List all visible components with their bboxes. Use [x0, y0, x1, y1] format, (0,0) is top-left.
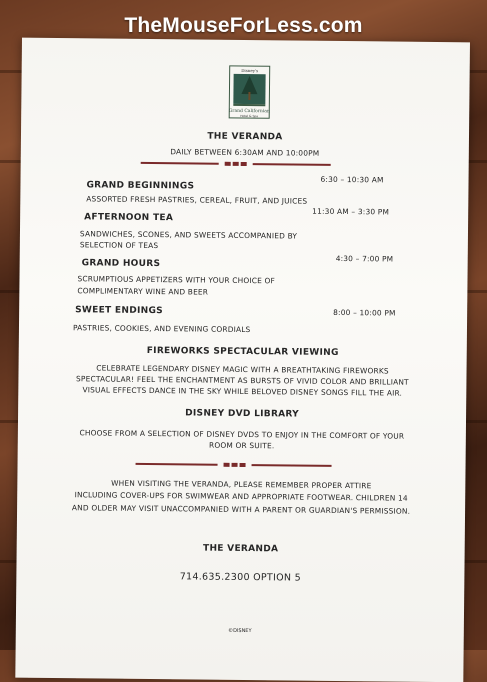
section-desc: SELECTION OF TEAS [79, 240, 159, 251]
venue-title: THE VERANDA [207, 131, 283, 143]
dvd-title: DISNEY DVD LIBRARY [185, 408, 300, 420]
fireworks-line: VISUAL EFFECTS DANCE IN THE SKY WHILE BELOVED DISNEY SONGS FILL THE AIR. [82, 385, 403, 398]
watermark: TheMouseForLess.com [124, 14, 363, 37]
fireworks-line: SPECTACULAR! FEEL THE ENCHANTMENT AS BURSTS OF VIVID COLOR AND BRILLIANT [76, 374, 409, 387]
svg-text:Grand Californian: Grand Californian [228, 108, 270, 115]
section-title: GRAND HOURS [81, 258, 161, 270]
notice-line: INCLUDING COVER-UPS FOR SWIMWEAR AND APPROPRIATE FOOTWEAR. CHILDREN 14 [74, 490, 408, 503]
section-time: 8:00 – 10:00 PM [333, 307, 396, 318]
section-desc: COMPLIMENTARY WINE AND BEER [77, 286, 209, 297]
svg-text:Disney's: Disney's [241, 67, 259, 74]
svg-text:Hotel & Spa: Hotel & Spa [240, 113, 259, 119]
dvd-line: CHOOSE FROM A SELECTION OF DISNEY DVDS TO ENJOY IN THE COMFORT OF YOUR [79, 428, 405, 441]
copyright: ©DISNEY [228, 627, 252, 635]
notice-line: WHEN VISITING THE VERANDA, PLEASE REMEMBER PROPER ATTIRE [111, 478, 372, 491]
section-time: 4:30 – 7:00 PM [335, 253, 394, 264]
section-time: 11:30 AM – 3:30 PM [312, 206, 390, 217]
hours-line: DAILY BETWEEN 6:30AM AND 10:00PM [170, 147, 320, 158]
footer-venue: THE VERANDA [202, 543, 279, 555]
section-desc: PASTRIES, COOKIES, AND EVENING CORDIALS [72, 323, 251, 335]
notice-line: AND OLDER MAY VISIT UNACCOMPANIED WITH A PARENT OR GUARDIAN'S PERMISSION. [71, 503, 411, 516]
section-title: GRAND BEGINNINGS [86, 180, 195, 192]
section-title: SWEET ENDINGS [75, 305, 163, 317]
grand-californian-logo [221, 64, 278, 121]
divider-bottom [136, 460, 332, 470]
section-desc: ASSORTED FRESH PASTRIES, CEREAL, FRUIT, AND JUICES [86, 194, 308, 206]
dvd-line: ROOM OR SUITE. [208, 440, 275, 451]
section-title: AFTERNOON TEA [84, 212, 174, 224]
divider-top [141, 159, 331, 169]
phone-number: 714.635.2300 OPTION 5 [179, 571, 302, 584]
section-time: 6:30 – 10:30 AM [320, 174, 384, 185]
menu-paper [15, 38, 470, 682]
fireworks-line: CELEBRATE LEGENDARY DISNEY MAGIC WITH A BREATHTAKING FIREWORKS [96, 363, 389, 376]
section-desc: SANDWICHES, SCONES, AND SWEETS ACCOMPANIED BY [79, 229, 298, 241]
section-desc: SCRUMPTIOUS APPETIZERS WITH YOUR CHOICE OF [77, 274, 276, 286]
fireworks-title: FIREWORKS SPECTACULAR VIEWING [146, 345, 339, 358]
